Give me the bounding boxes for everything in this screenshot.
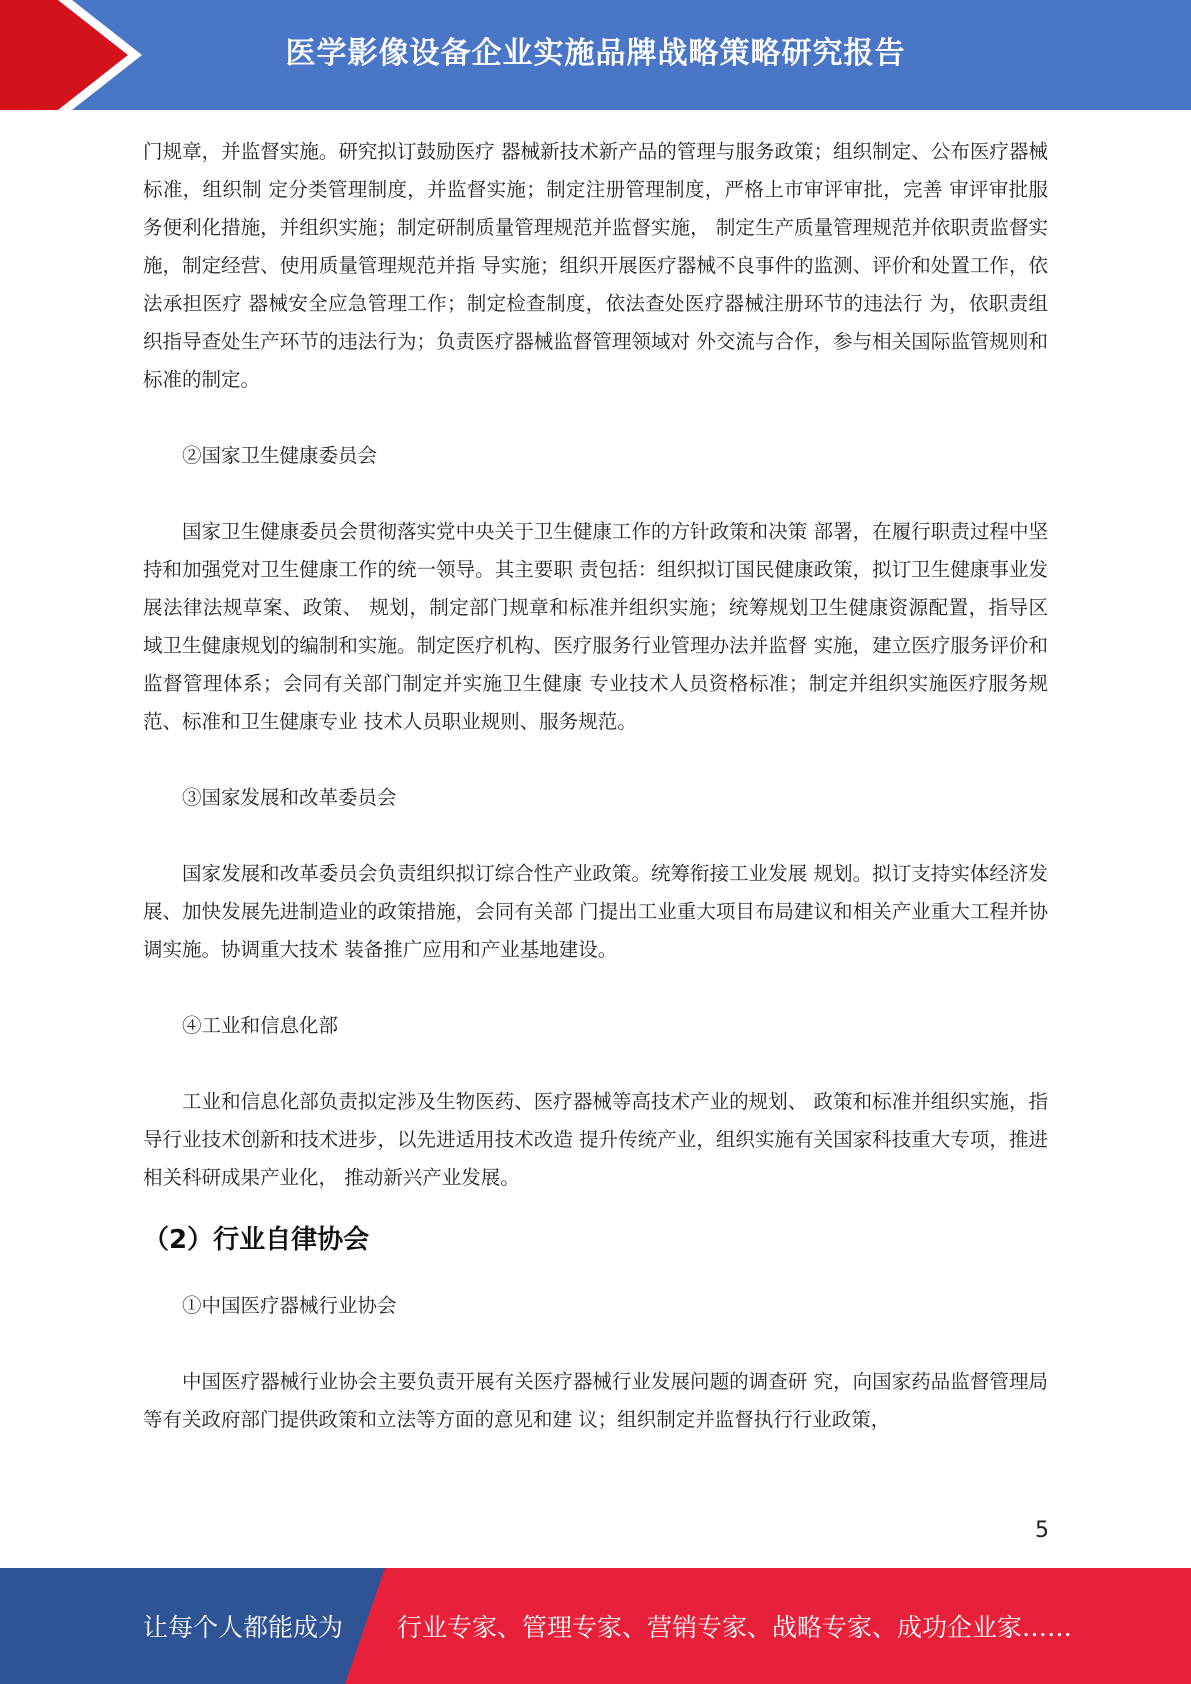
page-number: 5 [1035, 1518, 1049, 1543]
paragraph-miit-duties: 工业和信息化部负责拟定涉及生物医药、医疗器械等高技术产业的规划、 政策和标准并组织实施，指导行业技术创新和技术进步，以先进适用技术改造 提升传统产业，组织实施有关国家科技重大专项，推进相关科研成果产业化， 推动新兴产业发展。 [143, 1090, 1048, 1189]
page-header [0, 0, 1191, 110]
paragraph-nhc-duties: 国家卫生健康委员会贯彻落实党中央关于卫生健康工作的方针政策和决策 部署，在履行职责过程中坚持和加强党对卫生健康工作的统一领导。其主要职 责包括：组织拟订国民健康政策，拟订卫生健康事业发展法律法规草案、政策、 规划，制定部门规章和标准并组织实施；统筹规划卫生健康资源配置，指导区 域卫生健康规划的编制和实施。制定医疗机构、医疗服务行业管理办法并监督 实施，建立医疗服务评价和监督管理体系；会同有关部门制定并实施卫生健康 专业技术人员资格标准；制定并组织实施医疗服务规范、标准和卫生健康专业 技术人员职业规则、服务规范。 [143, 520, 1048, 733]
paragraph-camdi-duties: 中国医疗器械行业协会主要负责开展有关医疗器械行业发展问题的调查研 究，向国家药品监督管理局等有关政府部门提供政策和立法等方面的意见和建 议；组织制定并监督执行行业政策， [143, 1370, 1048, 1431]
subheading-nhc: ②国家卫生健康委员会 [182, 444, 378, 467]
paragraph-ndrc-duties: 国家发展和改革委员会负责组织拟订综合性产业政策。统筹衔接工业发展 规划。拟订支持实体经济发展、加快发展先进制造业的政策措施，会同有关部 门提出工业重大项目布局建议和相关产业重大工程并协调实施。协调重大技术 装备推广应用和产业基地建设。 [143, 862, 1048, 961]
footer-slogan-left: 让每个人都能成为 [143, 1613, 344, 1642]
report-title: 医学影像设备企业实施品牌战略策略研究报告 [285, 36, 906, 71]
paragraph-nmpa-duties: 门规章，并监督实施。研究拟订鼓励医疗 器械新技术新产品的管理与服务政策；组织制定、公布医疗器械标准，组织制 定分类管理制度，并监督实施；制定注册管理制度，严格上市审评审批，完善 审评审批服务便利化措施，并组织实施；制定研制质量管理规范并监督实施， 制定生产质量管理规范并依职责监督实施，制定经营、使用质量管理规范并指 导实施；组织开展医疗器械不良事件的监测、评价和处置工作，依法承担医疗 器械安全应急管理工作；制定检查制度，依法查处医疗器械注册环节的违法行 为，依职责组织指导查处生产环节的违法行为；负责医疗器械监督管理领域对 外交流与合作，参与相关国际监管规则和标准的制定。 [143, 140, 1048, 391]
page-footer [0, 1568, 1191, 1684]
subheading-miit: ④工业和信息化部 [182, 1014, 339, 1037]
document-body [143, 133, 1048, 1439]
subheading-ndrc: ③国家发展和改革委员会 [182, 786, 397, 809]
header-chevron-decoration [0, 0, 150, 110]
section-heading-industry-associations: （2）行业自律协会 [143, 1225, 370, 1255]
subheading-camdi: ①中国医疗器械行业协会 [182, 1294, 397, 1317]
footer-slogan-right: 行业专家、管理专家、营销专家、战略专家、成功企业家…… [397, 1613, 1073, 1642]
